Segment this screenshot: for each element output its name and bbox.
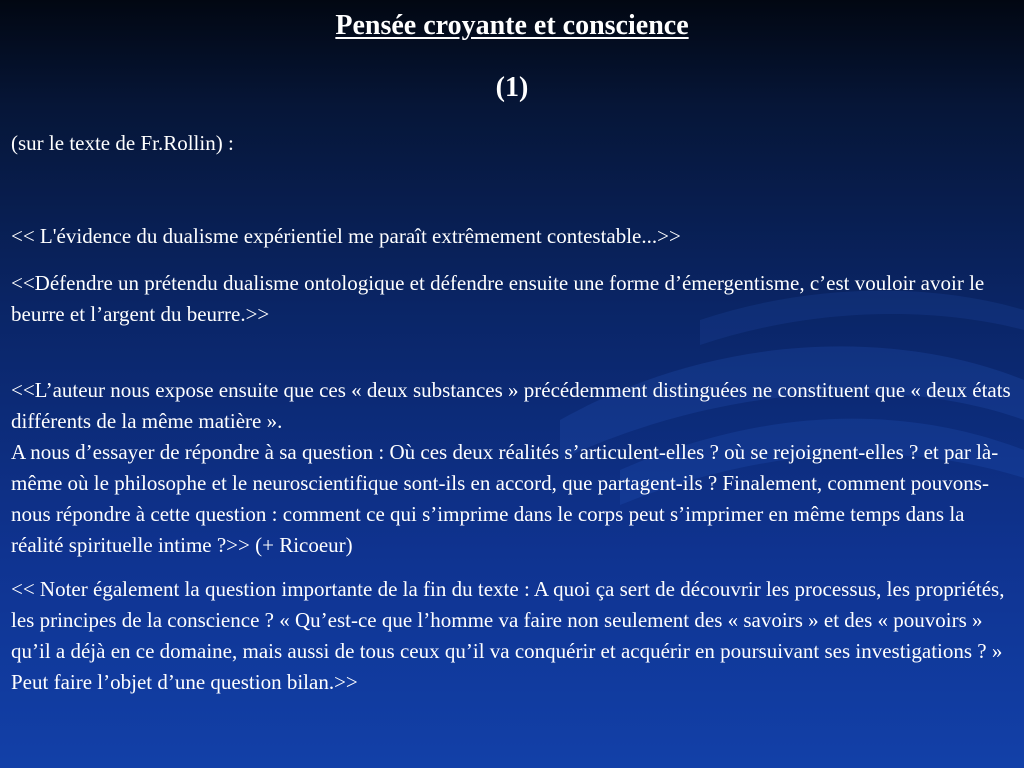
quote-text-part-2: A nous d’essayer de répondre à sa question : Où ces deux réalités s’articulent-elles ? où se rejoignent-elles ? et par là-même où le philosophe et le neuroscientifique sont-ils en accord, que partagent-ils ? Finalement, comment pouvons- nous répondre à cette question : comment ce qui s’imprime dans le corps peut s’imprimer en même temps dans la réalité spirituelle intime ?>> (+ Ricoeur): [11, 440, 999, 557]
quote-text: << L'évidence du dualisme expérientiel me paraît extrêmement contestable...>>: [11, 224, 681, 248]
quote-text: <<Défendre un prétendu dualisme ontologique et défendre ensuite une forme d’émergentisme, c’est vouloir avoir le beurre et l’argent du beurre.>>: [11, 271, 985, 326]
quote-emergentism: [11, 268, 1013, 330]
source-text: (sur le texte de Fr.Rollin) :: [11, 131, 234, 155]
quote-text: << Noter également la question importante de la fin du texte : A quoi ça sert de découvrir les processus, les propriétés, les principes de la conscience ? « Qu’est-ce que l’homme va faire non seulement des « savoirs » et des « pouvoirs » qu’il a déjà en ce domaine, mais aussi de tous ceux qu’il va conquérir et acquérir en poursuivant ses investigations ? » Peut faire l’objet d’une question bilan.>>: [11, 577, 1005, 694]
source-line: [11, 128, 1013, 159]
quote-text-part-1: <<L’auteur nous expose ensuite que ces « deux substances » précédemment distinguées ne constituent que « deux états différents de la même matière ».: [11, 378, 1011, 433]
quote-dualism-evidence: [11, 221, 1013, 252]
quote-final-question: [11, 574, 1013, 698]
slide-title: Pensée croyante et conscience: [335, 10, 689, 41]
quote-two-states: [11, 375, 1013, 561]
slide-subtitle: (1): [495, 72, 529, 103]
